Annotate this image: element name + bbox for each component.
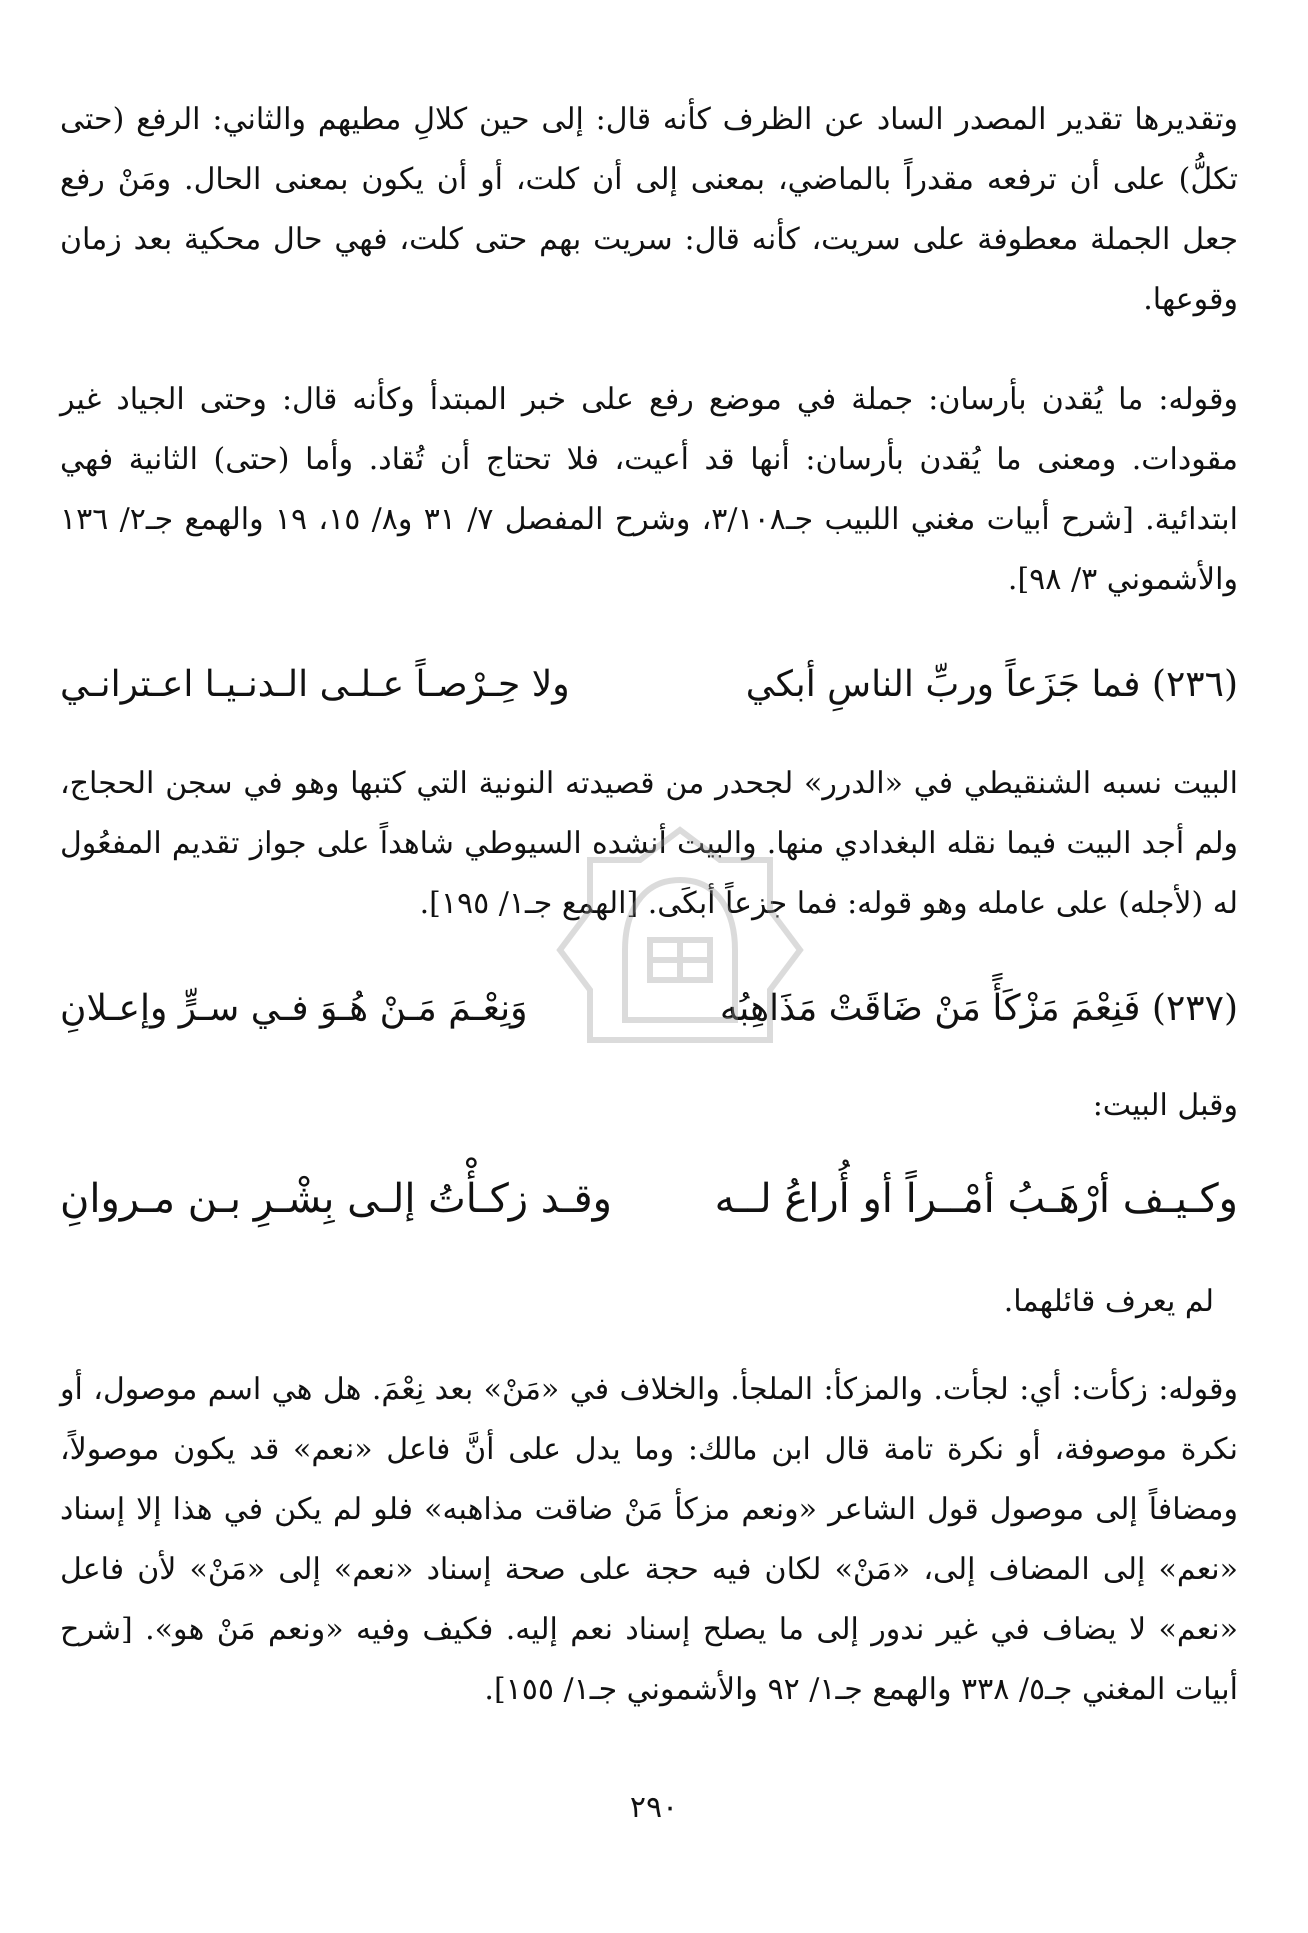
label-before-verse: وقبل البيت: [1092, 1088, 1238, 1123]
paragraph-verse-237-commentary: وقوله: زكأت: أي: لجأت. والمزكأ: الملجأ. والخلاف في «مَنْ» بعد نِعْمَ. هل هي اسم موصول، أو نكرة موصوفة، أو نكرة تامة قال ابن مالك: وما يدل على أنَّ فاعل «نعم» قد يكون موصولاً، ومضافاً إلى موصول قول الشاعر «ونعم مزكأ مَنْ ضاقت مذاهبه» فلو لم يكن في هذا إلا إسناد «نعم» إلى المضاف إلى، «مَنْ» لكان فيه حجة على صحة إسناد «نعم» إلى «مَنْ» لأن فاعل «نعم» لا يضاف في غير ندور إلى ما يصلح إسناد نعم إليه. فكيف وفيه «ونعم مَنْ هو». [شرح أبيات المغني جـ٥/ ٣٣٨ والهمع جـ١/ ٩٢ والأشموني جـ١/ ١٥٥]. [60, 1372, 1238, 1707]
paragraph-verse-236-commentary: البيت نسبه الشنقيطي في «الدرر» لجحدر من قصيدته النونية التي كتبها وهو في سجن الحجاج، ولم أجد البيت فيما نقله البغدادي منها. والبيت أنشده السيوطي شاهداً على جواز تقديم المفعُول له (لأجله) على عامله وهو قوله: فما جزعاً أبكَى. [الهمع جـ١/ ١٩٥]. [60, 766, 1238, 921]
verse-236-first-hemistich: (٢٣٦) فما جَزَعاً وربِّ الناسِ أبكي [745, 664, 1238, 705]
verse-preceding-second-hemistich: وقـد زكـأْتُ إلـى بِشْـرِ بـن مـروانِ [60, 1176, 612, 1222]
page-number: ٢٩٠ [629, 1790, 679, 1825]
verse-237-first-hemistich: (٢٣٧) فَنِعْمَ مَزْكَأً مَنْ ضَاقَتْ مَذَاهِبُه [719, 988, 1238, 1029]
verse-237-second-hemistich: وَنِعْـمَ مَـنْ هُـوَ فـي سـرٍّ وإعـلانِ [60, 988, 528, 1029]
label-unknown-author: لم يعرف قائلهما. [1003, 1284, 1214, 1319]
verse-preceding-first-hemistich: وكـيـف أرْهَـبُ أمْــراً أو أُراعُ لــه [714, 1176, 1238, 1222]
paragraph-verse-235-commentary-2: وقوله: ما يُقدن بأرسان: جملة في موضع رفع على خبر المبتدأ وكأنه قال: وحتى الجياد غير مقودات. ومعنى ما يُقدن بأرسان: أنها قد أعيت، فلا تحتاج أن تُقاد. وأما (حتى) الثانية فهي ابتدائية. [شرح أبيات مغني اللبيب جـ٣/١٠٨، وشرح المفصل ٧/ ٣١ و٨/ ١٥، ١٩ والهمع جـ٢/ ١٣٦ والأشموني ٣/ ٩٨]. [60, 382, 1238, 597]
library-emblem-icon [530, 820, 830, 1070]
verse-236-second-hemistich: ولا حِـرْصـاً عـلـى الـدنـيـا اعـترانـي [60, 664, 570, 705]
verse-236 [60, 650, 1238, 720]
paragraph-verse-235-commentary: وتقديرها تقدير المصدر الساد عن الظرف كأنه قال: إلى حين كلالِ مطيهم والثاني: الرفع (حتى تكلُّ) على أن ترفعه مقدراً بالماضي، بمعنى إلى أن كلت، أو أن يكون بمعنى الحال. ومَنْ رفع جعل الجملة معطوفة على سريت، كأنه قال: سريت بهم حتى كلت، فهي حال محكية بعد زمان وقوعها. [60, 102, 1238, 317]
verse-preceding [60, 1164, 1238, 1234]
